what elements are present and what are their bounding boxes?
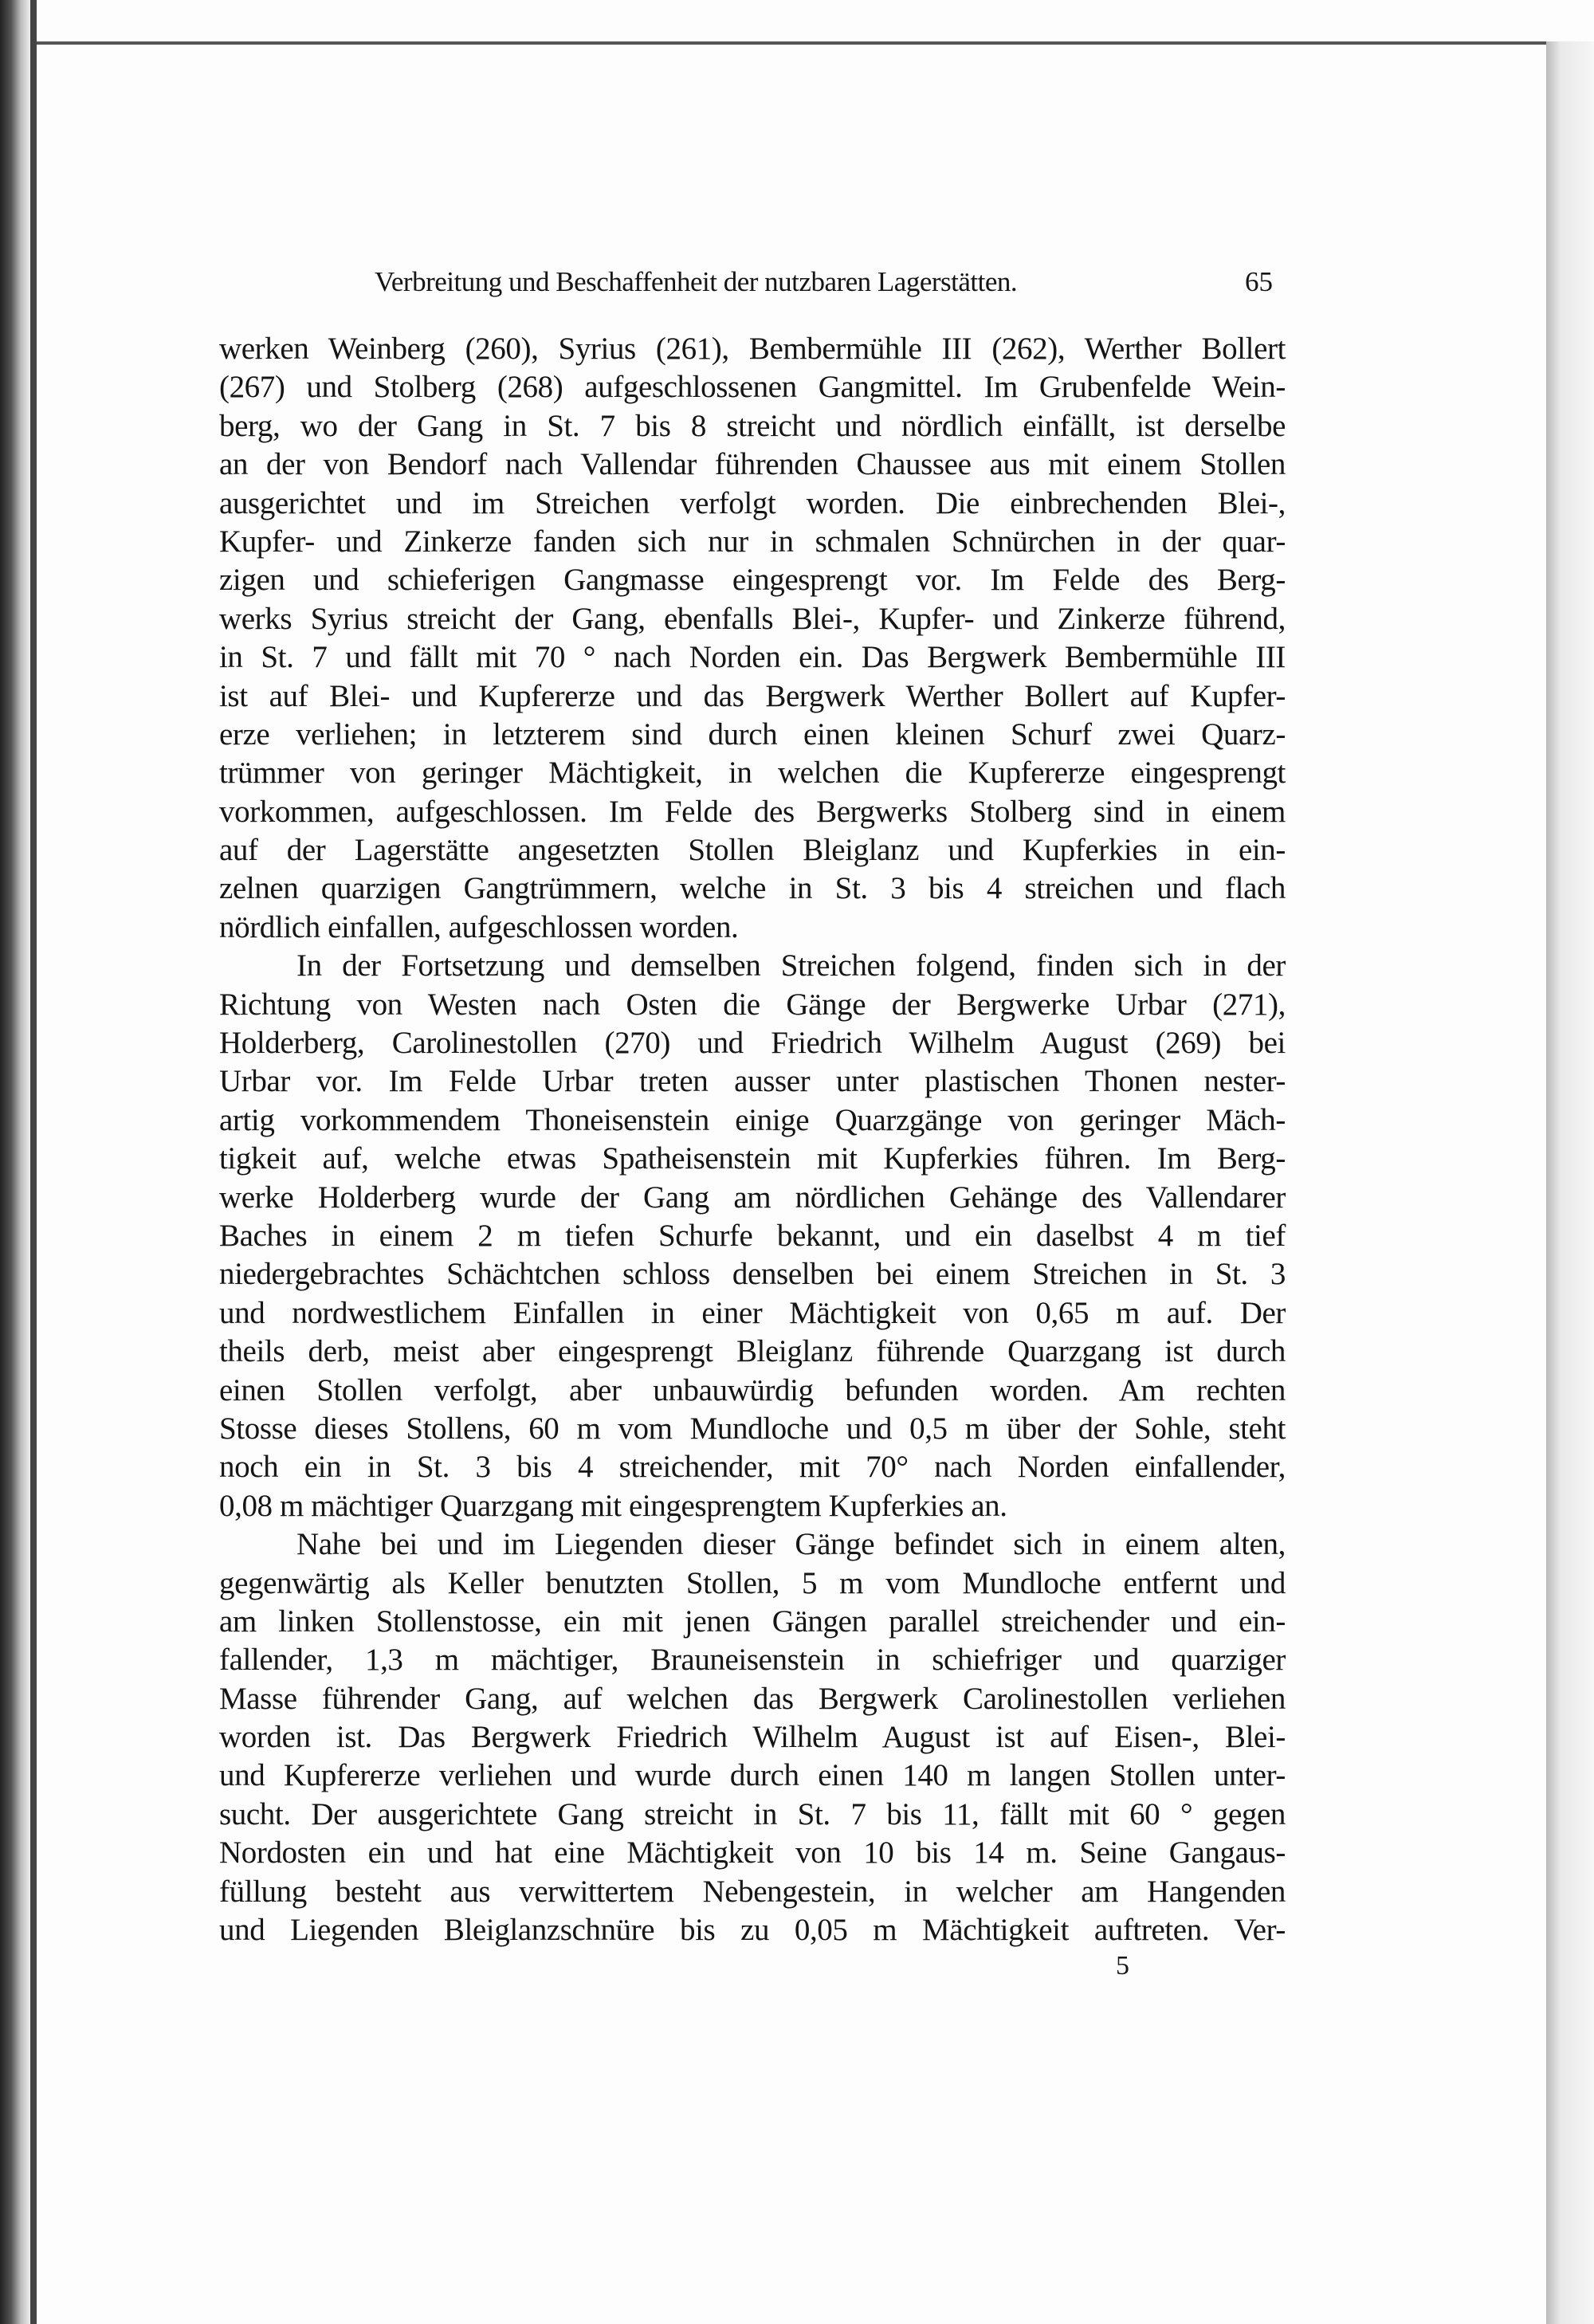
text-line: Stosse dieses Stollens, 60 m vom Mundloche und 0,5 m über der Sohle, steht xyxy=(219,1411,1286,1446)
text-line: Masse führender Gang, auf welchen das Bergwerk Carolinestollen verliehen xyxy=(219,1681,1286,1716)
text-line: füllung besteht aus verwittertem Nebengestein, in welcher am Hangenden xyxy=(219,1874,1286,1909)
text-line: nördlich einfallen, aufgeschlossen worden. xyxy=(219,909,739,944)
text-line: werks Syrius streicht der Gang, ebenfalls Blei-, Kupfer- und Zinkerze führend, xyxy=(219,601,1286,636)
text-line: worden ist. Das Bergwerk Friedrich Wilhelm August ist auf Eisen-, Blei- xyxy=(219,1720,1286,1755)
text-line: noch ein in St. 3 bis 4 streichender, mit 70° nach Norden einfallender, xyxy=(219,1450,1286,1485)
text-line: ist auf Blei- und Kupfererze und das Bergwerk Werther Bollert auf Kupfer- xyxy=(219,678,1286,713)
text-line: Richtung von Westen nach Osten die Gänge der Bergwerke Urbar (271), xyxy=(219,987,1286,1022)
text-line: Urbar vor. Im Felde Urbar treten ausser unter plastischen Thonen nester- xyxy=(219,1064,1286,1099)
text-line: an der von Bendorf nach Vallendar führenden Chaussee aus mit einem Stollen xyxy=(219,447,1286,482)
text-line: (267) und Stolberg (268) aufgeschlossenen Gangmittel. Im Grubenfelde Wein- xyxy=(219,370,1286,405)
text-line: Nahe bei und im Liegenden dieser Gänge befindet sich in einem alten, xyxy=(296,1527,1286,1562)
text-line: fallender, 1,3 m mächtiger, Brauneisenstein in schiefriger und quarziger xyxy=(219,1643,1286,1678)
text-line: berg, wo der Gang in St. 7 bis 8 streicht und nördlich einfällt, ist derselbe xyxy=(219,408,1286,443)
page-number: 65 xyxy=(1245,266,1273,297)
text-line: erze verliehen; in letzterem sind durch einen kleinen Schurf zwei Quarz- xyxy=(219,716,1286,752)
paragraph xyxy=(219,947,1286,1525)
running-title: Verbreitung und Beschaffenheit der nutzbaren Lagerstätten. xyxy=(375,266,1018,297)
text-line: niedergebrachtes Schächtchen schloss denselben bei einem Streichen in St. 3 xyxy=(219,1257,1286,1292)
text-line: vorkommen, aufgeschlossen. Im Felde des Bergwerks Stolberg sind in einem xyxy=(219,794,1286,829)
text-line: zelnen quarzigen Gangtrümmern, welche in St. 3 bis 4 streichen und flach xyxy=(219,871,1286,906)
text-line: zigen und schieferigen Gangmasse eingesprengt vor. Im Felde des Berg- xyxy=(219,563,1286,598)
book-binding-edge xyxy=(0,0,30,2324)
text-line: gegenwärtig als Keller benutzten Stollen, 5 m vom Mundloche entfernt und xyxy=(219,1565,1286,1600)
page-gutter xyxy=(30,0,37,2324)
text-line: in St. 7 und fällt mit 70 ° nach Norden ein. Das Bergwerk Bembermühle III xyxy=(219,640,1286,675)
text-line: ausgerichtet und im Streichen verfolgt worden. Die einbrechenden Blei-, xyxy=(219,485,1286,520)
paragraph xyxy=(219,330,1286,947)
paragraph xyxy=(219,1525,1286,1949)
text-line: einen Stollen verfolgt, aber unbauwürdig befunden worden. Am rechten xyxy=(219,1372,1286,1407)
text-line: Kupfer- und Zinkerze fanden sich nur in schmalen Schnürchen in der quar- xyxy=(219,524,1286,559)
body-text xyxy=(219,330,1286,1949)
text-line: artig vorkommendem Thoneisenstein einige Quarzgänge von geringer Mäch- xyxy=(219,1102,1286,1137)
text-line: und Kupfererze verliehen und wurde durch einen 140 m langen Stollen unter- xyxy=(219,1758,1286,1793)
text-line: tigkeit auf, welche etwas Spatheisenstein mit Kupferkies führen. Im Berg- xyxy=(219,1141,1286,1176)
text-line: auf der Lagerstätte angesetzten Stollen Bleiglanz und Kupferkies in ein- xyxy=(219,833,1286,868)
text-line: theils derb, meist aber eingesprengt Bleiglanz führende Quarzgang ist durch xyxy=(219,1334,1286,1369)
page-top-edge xyxy=(37,41,1551,45)
text-line: Nordosten ein und hat eine Mächtigkeit von 10 bis 14 m. Seine Gangaus- xyxy=(219,1835,1286,1871)
text-line: sucht. Der ausgerichtete Gang streicht in St. 7 bis 11, fällt mit 60 ° gegen xyxy=(219,1796,1286,1831)
text-line: Holderberg, Carolinestollen (270) und Friedrich Wilhelm August (269) bei xyxy=(219,1026,1286,1061)
text-line: und Liegenden Bleiglanzschnüre bis zu 0,05 m Mächtigkeit auftreten. Ver- xyxy=(219,1913,1286,1948)
page-right-edge xyxy=(1546,41,1594,2324)
text-line: trümmer von geringer Mächtigkeit, in welchen die Kupfererze eingesprengt xyxy=(219,756,1286,791)
text-line: am linken Stollenstosse, ein mit jenen Gängen parallel streichender und ein- xyxy=(219,1604,1286,1639)
text-line: werken Weinberg (260), Syrius (261), Bembermühle III (262), Werther Bollert xyxy=(219,332,1286,366)
text-line: In der Fortsetzung und demselben Streichen folgend, finden sich in der xyxy=(296,948,1286,983)
text-line: und nordwestlichem Einfallen in einer Mächtigkeit von 0,65 m auf. Der xyxy=(219,1295,1286,1330)
text-line: 0,08 m mächtiger Quarzgang mit eingesprengtem Kupferkies an. xyxy=(219,1488,1007,1523)
text-line: Baches in einem 2 m tiefen Schurfe bekannt, und ein daselbst 4 m tief xyxy=(219,1218,1286,1253)
text-line: werke Holderberg wurde der Gang am nördlichen Gehänge des Vallendarer xyxy=(219,1180,1286,1215)
signature-mark: 5 xyxy=(1116,1951,1129,1981)
